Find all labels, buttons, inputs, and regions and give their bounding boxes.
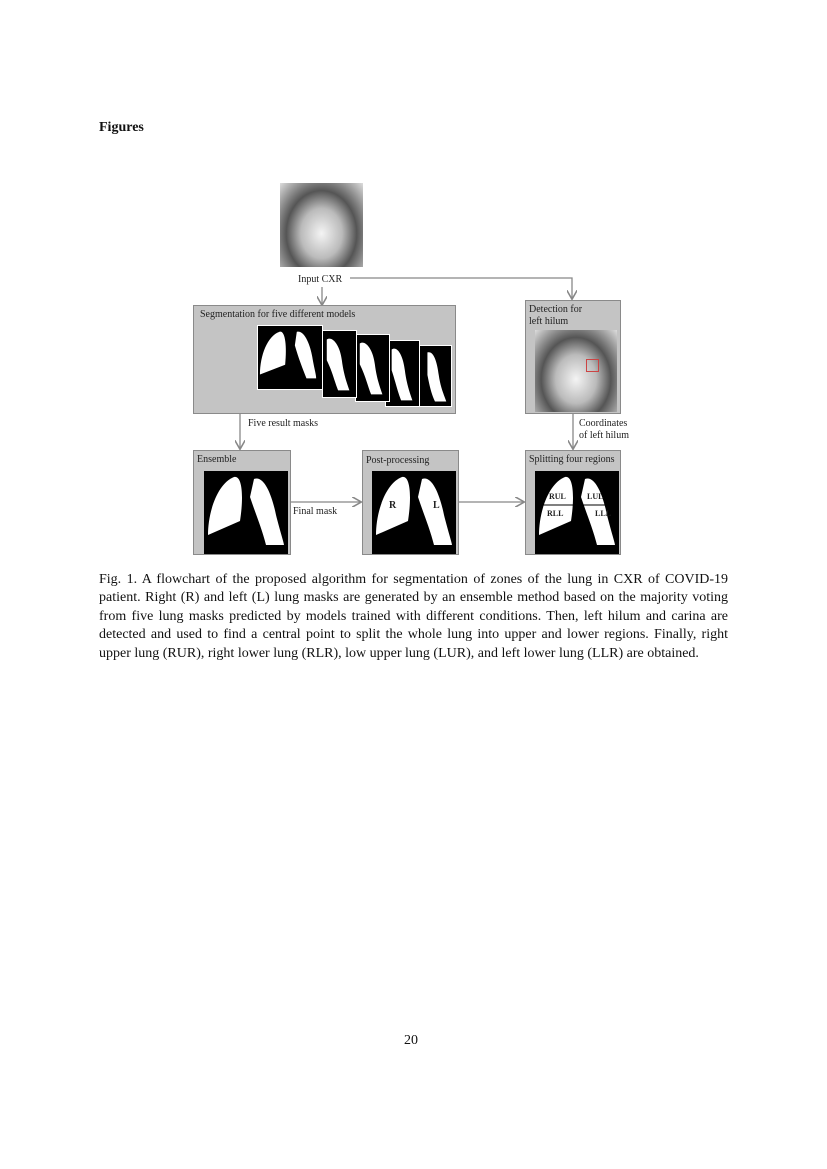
- final-mask-label: Final mask: [293, 506, 338, 517]
- figure-caption: Fig. 1. A flowchart of the proposed algorithm for segmentation of zones of the lung in CXR of COVID-19 patient. Right (R) and left (L) lung masks are generated by an ensemble method based on the majority voting from five lung masks predicted by models trained with different conditions. Then, left hilum and carina are detected and used to find a central point to split the whole lung into upper and lower regions. Finally, right upper lung (RUR), right lower lung (RLR), low upper lung (LUR), and left lower lung (LLR) are obtained.: [99, 572, 728, 661]
- detection-title-line2: left hilum: [529, 316, 569, 327]
- ensemble-title: Ensemble: [197, 454, 237, 465]
- left-lung-label: L: [433, 500, 440, 511]
- mask-4: [385, 340, 420, 407]
- right-lung-label: R: [389, 500, 397, 511]
- region-lul: LUL: [587, 492, 604, 501]
- mask-2: [322, 330, 357, 398]
- region-lll: LLL: [595, 509, 612, 518]
- mask-1: [257, 325, 323, 390]
- ensemble-box: [193, 450, 291, 555]
- ensemble-mask: [204, 471, 288, 554]
- region-rll: RLL: [547, 509, 564, 518]
- section-heading: Figures: [99, 120, 144, 135]
- postprocessing-box: [362, 450, 459, 555]
- mask-5: [417, 345, 452, 407]
- mask-3: [355, 334, 390, 402]
- segmentation-title: Segmentation for five different models: [200, 309, 356, 320]
- page-number: 20: [404, 1033, 418, 1048]
- coordinates-label-line2: of left hilum: [579, 430, 629, 441]
- detection-title-line1: Detection for: [529, 304, 583, 315]
- region-rul: RUL: [549, 492, 566, 501]
- postprocessing-title: Post-processing: [366, 455, 430, 466]
- input-cxr-image: [280, 183, 363, 267]
- input-cxr-label: Input CXR: [298, 274, 343, 285]
- postprocessed-mask: [372, 471, 456, 554]
- splitting-box: [525, 450, 621, 555]
- hilum-bounding-box: [586, 359, 599, 372]
- splitting-title: Splitting four regions: [529, 454, 615, 465]
- coordinates-label-line1: Coordinates: [579, 418, 628, 429]
- split-mask: [535, 471, 619, 554]
- detection-cxr-image: [535, 330, 617, 412]
- five-masks-label: Five result masks: [248, 418, 318, 429]
